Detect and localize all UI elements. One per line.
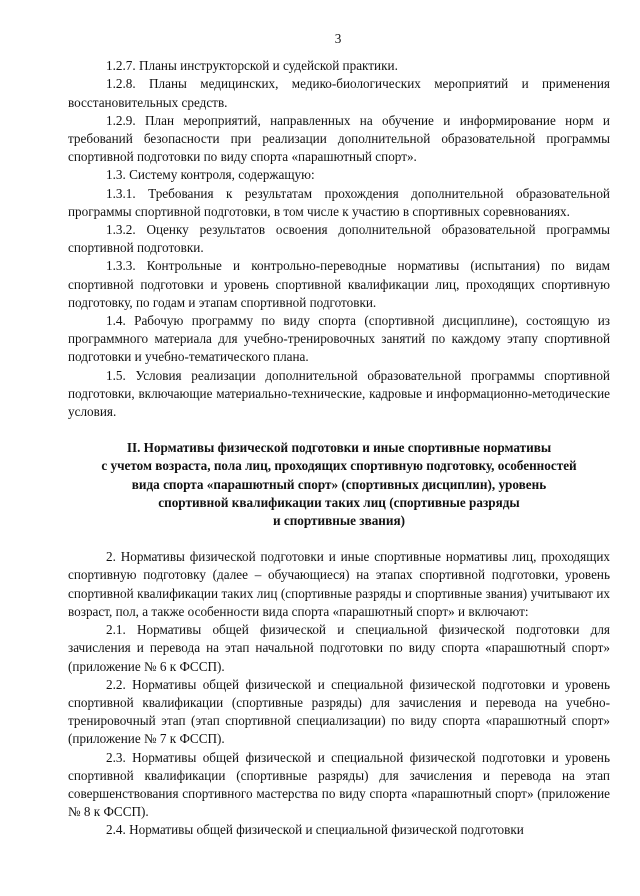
paragraph-1-5: 1.5. Условия реализации дополнительной образовательной программы спортивной подготовки, включающие материально-технические, кадровые и информационно-методические условия. bbox=[68, 367, 610, 420]
paragraph-1-3-1: 1.3.1. Требования к результатам прохождения дополнительной образовательной программы спортивной подготовки, в том числе к участию в спортивных соревнованиях. bbox=[68, 185, 610, 219]
heading-line: вида спорта «парашютный спорт» (спортивных дисциплин), уровень bbox=[131, 476, 547, 492]
heading-line: II. Нормативы физической подготовки и иные спортивные нормативы bbox=[126, 440, 552, 456]
section-one-continuation bbox=[68, 57, 610, 421]
section-two-body bbox=[68, 548, 610, 839]
paragraph-2: 2. Нормативы физической подготовки и иные спортивные нормативы лиц, проходящих спортивную подготовку (далее – обучающиеся) на этапах спортивной подготовки, уровень спортивной квалификации таких лиц (спортивные разряды и спортивные звания) учитывают их возраст, пол, а также особенности вида спорта «парашютный спорт» и включают: bbox=[68, 549, 610, 619]
paragraph-2-2: 2.2. Нормативы общей физической и специальной физической подготовки и уровень спортивной квалификации (спортивные разряды) для зачисления и перевода на учебно-тренировочный этап (этап спортивной специализации) по виду спорта «парашютный спорт» (приложение № 7 к ФССП). bbox=[68, 676, 610, 747]
heading-line: спортивной квалификации таких лиц (спортивные разряды bbox=[158, 494, 520, 510]
paragraph-2-4: 2.4. Нормативы общей физической и специальной физической подготовки bbox=[106, 822, 524, 838]
paragraph-1-4: 1.4. Рабочую программу по виду спорта (спортивной дисциплине), состоящую из программного материала для учебно-тренировочных занятий по каждому этапу спортивной подготовки и учебно-тематического плана. bbox=[68, 313, 610, 365]
heading-line: с учетом возраста, пола лиц, проходящих спортивную подготовку, особенностей bbox=[101, 458, 577, 474]
paragraph-1-3-2: 1.3.2. Оценку результатов освоения дополнительной образовательной программы спортивной подготовки. bbox=[68, 222, 610, 256]
page-number: 3 bbox=[334, 31, 342, 46]
paragraph-2-3: 2.3. Нормативы общей физической и специальной физической подготовки и уровень спортивной квалификации (спортивные разряды) для зачисления и перевода на этап совершенствования спортивного мастерства по виду спорта «парашютный спорт» (приложение № 8 к ФССП). bbox=[68, 749, 610, 820]
paragraph-1-2-9: 1.2.9. План мероприятий, направленных на обучение и информирование норм и требований безопасности при реализации дополнительной образовательной программы спортивной подготовки по виду спорта «парашютный спорт». bbox=[68, 112, 610, 165]
paragraph-1-3-3: 1.3.3. Контрольные и контрольно-переводные нормативы (испытания) по видам спортивной подготовки и уровень спортивной квалификации лиц, проходящих спортивную подготовку, по годам и этапам спортивной подготовки. bbox=[68, 258, 610, 310]
paragraph-1-2-8: 1.2.8. Планы медицинских, медико-биологических мероприятий и применения восстановительных средств. bbox=[68, 76, 610, 110]
paragraph-1-3: 1.3. Систему контроля, содержащую: bbox=[106, 167, 315, 183]
paragraph-1-2-7: 1.2.7. Планы инструкторской и судейской практики. bbox=[106, 58, 398, 74]
paragraph-2-1: 2.1. Нормативы общей физической и специальной физической подготовки для зачисления и перевода на этап начальной подготовки по виду спорта «парашютный спорт» (приложение № 6 к ФССП). bbox=[68, 622, 610, 674]
section-two-heading bbox=[68, 439, 610, 530]
heading-line: и спортивные звания) bbox=[272, 513, 406, 529]
